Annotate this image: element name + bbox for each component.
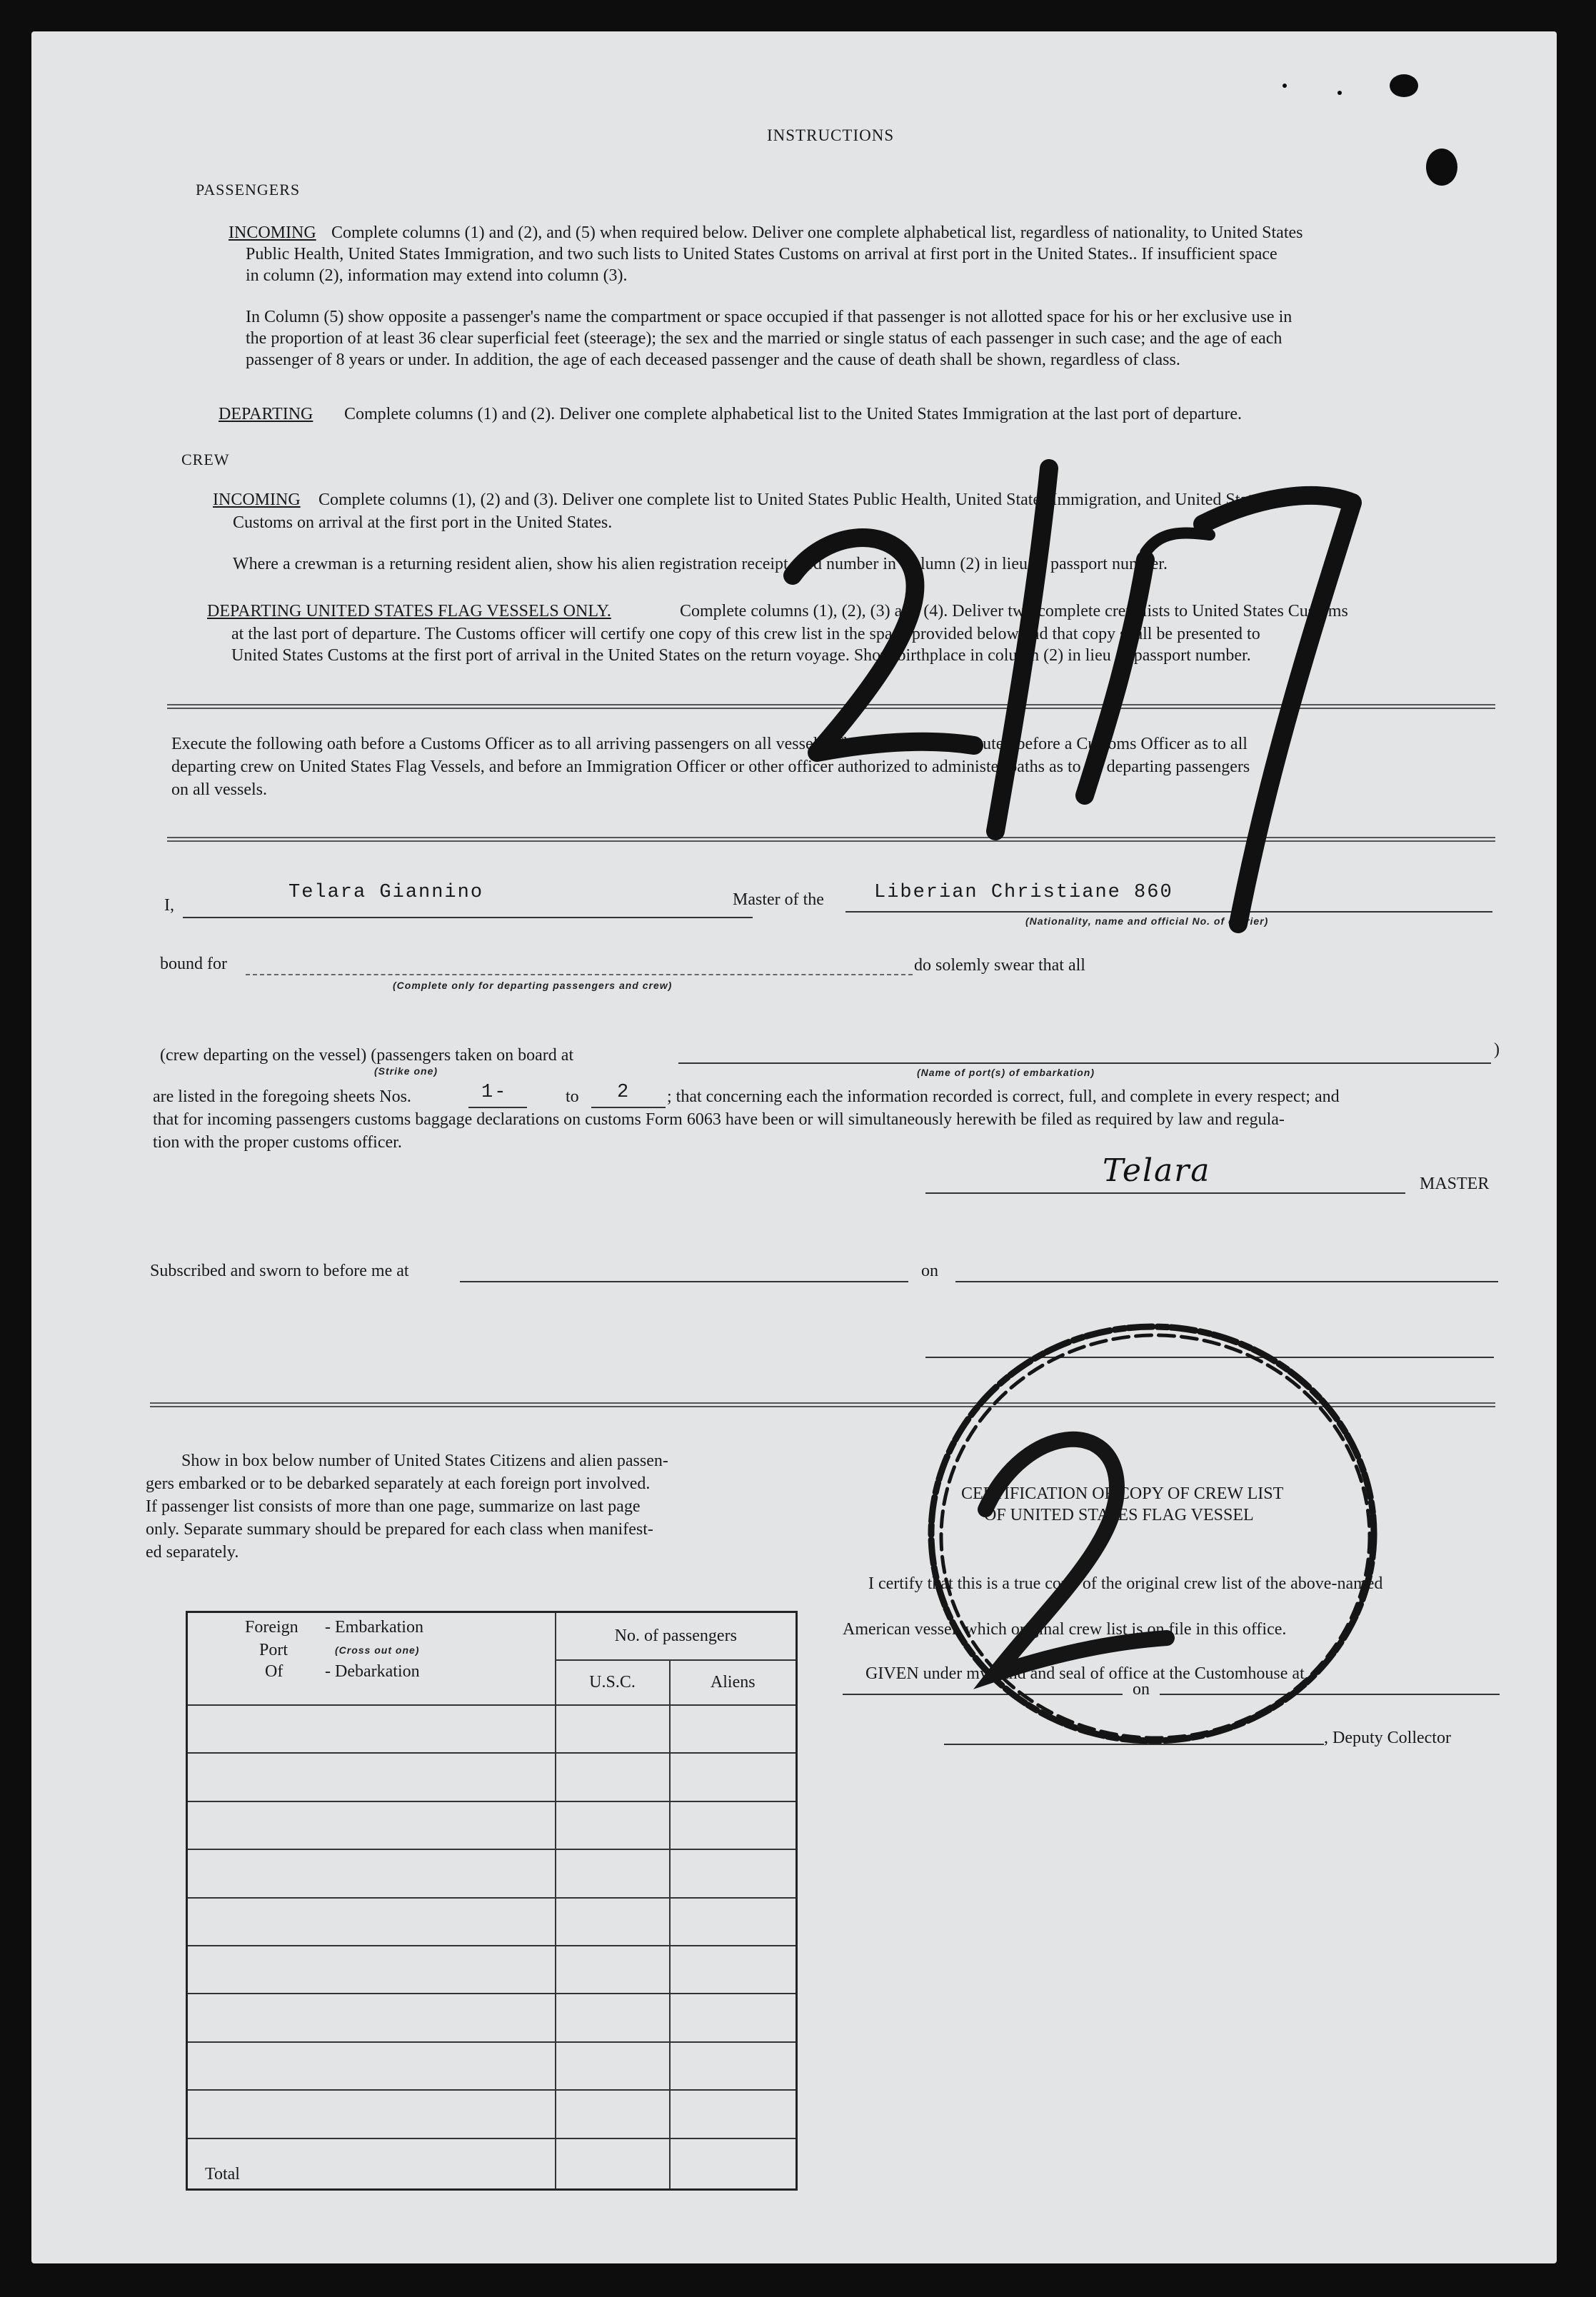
- passengers-incoming-text-1: Complete columns (1) and (2), and (5) when required below. Deliver one complete alphabetical list, regardless of nationality, to United States: [331, 223, 1303, 242]
- handwritten-sheet-number: [793, 468, 1352, 924]
- master-label: MASTER: [1420, 1175, 1490, 1193]
- master-of-label: Master of the: [733, 890, 824, 909]
- circled-number: [931, 1327, 1374, 1741]
- crew-heading: CREW: [181, 451, 230, 468]
- foreign-label: Foreign: [245, 1618, 298, 1637]
- ink-circled-2: [985, 1439, 1167, 1674]
- crew-resident-text: Where a crewman is a returning resident alien, show his alien registration receipt card number in Column (2) in lieu of passport number.: [233, 555, 1168, 573]
- passengers-incoming-text-2: Public Health, United States Immigration, and two such lists to United States Customs on arrival at first port in the United States.. If insufficient space: [246, 245, 1278, 263]
- aliens-header: Aliens: [670, 1660, 797, 1705]
- passengers-departing-text: Complete columns (1) and (2). Deliver one complete alphabetical list to the United States Immigration at the last port of departure.: [344, 405, 1242, 423]
- ink-digit-1: [1085, 560, 1145, 795]
- crew-incoming-label: INCOMING: [213, 491, 301, 509]
- certification-text-1: I certify that this is a true copy of the original crew list of the above-named: [868, 1574, 1383, 1593]
- oath-execute-1: Execute the following oath before a Customs Officer as to all arriving passengers on all vessels. The oath is to be executed before a Customs Officer as to all: [171, 735, 1248, 753]
- crew-departing-text-3: United States Customs at the first port of arrival in the United States on the return voyage. Show birthplace in column (2) in lieu of passport number.: [231, 646, 1251, 665]
- master-name[interactable]: Telara Giannino: [288, 882, 484, 903]
- no-passengers-header: No. of passengers: [556, 1612, 797, 1660]
- column5-text-2: the proportion of at least 36 clear superficial feet (steerage); the sex and the married or single status of each passenger in such case; and the age of each: [246, 329, 1283, 348]
- certification-on-label: on: [1133, 1680, 1150, 1699]
- crew-departing-text-2: at the last port of departure. The Customs officer will certify one copy of this crew list in the space provided below and that copy shall be presented to: [231, 625, 1260, 643]
- sheets-text-3: tion with the proper customs officer.: [153, 1133, 402, 1152]
- crew-incoming-text-1: Complete columns (1), (2) and (3). Deliver one complete list to United States Public Health, United States Immigration, and United States: [318, 491, 1267, 509]
- vessel-name[interactable]: Liberian Christiane 860: [874, 882, 1173, 903]
- page-title: INSTRUCTIONS: [767, 126, 895, 144]
- sheet-from[interactable]: 1-: [481, 1082, 508, 1103]
- ink-slash: [995, 468, 1049, 831]
- master-signature[interactable]: Telara: [1103, 1152, 1211, 1189]
- bound-for-caption: (Complete only for departing passengers and crew): [393, 980, 673, 991]
- summary-instr-3: If passenger list consists of more than one page, summarize on last page: [146, 1497, 641, 1516]
- total-label: Total: [187, 2138, 556, 2190]
- oath-execute-2: departing crew on United States Flag Vessels, and before an Immigration Officer or other officer authorized to administer oaths as to all departing passengers: [171, 758, 1250, 776]
- ports-close-paren: ): [1494, 1040, 1500, 1059]
- crew-departing-text-1: Complete columns (1), (2), (3) and (4). Deliver two complete crew lists to United States Customs: [680, 602, 1348, 620]
- document-sheet: [31, 31, 1557, 2263]
- strike-caption: (Strike one): [374, 1065, 438, 1077]
- swear-label: do solemly swear that all: [914, 956, 1085, 975]
- passengers-departing-label: DEPARTING: [219, 405, 313, 423]
- passengers-incoming-label: INCOMING: [229, 223, 316, 242]
- summary-instr-1: Show in box below number of United States Citizens and alien passen-: [181, 1452, 668, 1470]
- oath-execute-3: on all vessels.: [171, 780, 267, 799]
- usc-header: U.S.C.: [556, 1660, 670, 1705]
- sheets-text-2: that for incoming passengers customs baggage declarations on customs Form 6063 have been or will simultaneously herewith be filed as required by law and regula-: [153, 1110, 1285, 1129]
- crew-departing-label: (crew departing on the vessel) (passengers taken on board at: [160, 1046, 574, 1065]
- certification-text-2: American vessel, which original crew list is on file in this office.: [843, 1620, 1287, 1639]
- ink-blots: [1283, 74, 1457, 186]
- ink-digit-7: [1203, 496, 1352, 924]
- crew-departing-label: DEPARTING UNITED STATES FLAG VESSELS ONLY.: [207, 602, 611, 620]
- oath-i-label: I,: [164, 896, 174, 915]
- crew-incoming-text-2: Customs on arrival at the first port in the United States.: [233, 513, 613, 532]
- summary-instr-2: gers embarked or to be debarked separately at each foreign port involved.: [146, 1474, 651, 1493]
- port-label: Port: [259, 1641, 288, 1659]
- summary-instr-5: ed separately.: [146, 1543, 239, 1562]
- certification-title-2: OF UNITED STATES FLAG VESSEL: [984, 1506, 1254, 1524]
- sheets-to-label: to: [566, 1087, 579, 1106]
- sheets-text-1: ; that concerning each the information recorded is correct, full, and complete in every respect; and: [667, 1087, 1340, 1106]
- column5-text-3: passenger of 8 years or under. In addition, the age of each deceased passenger and the cause of death shall be shown, regardless of class.: [246, 351, 1180, 369]
- handwriting-overlay: [31, 31, 1557, 2263]
- bound-for-label: bound for: [160, 955, 227, 973]
- subscribed-on-label: on: [921, 1262, 938, 1280]
- passengers-incoming-text-3: in column (2), information may extend into column (3).: [246, 266, 628, 285]
- cross-out-caption: (Cross out one): [335, 1644, 420, 1656]
- subscribed-label: Subscribed and sworn to before me at: [150, 1262, 409, 1280]
- passengers-heading: PASSENGERS: [196, 181, 301, 198]
- ink-digit-1-flag: [1145, 533, 1210, 553]
- ink-digit-2: [793, 538, 974, 753]
- sheets-label: are listed in the foregoing sheets Nos.: [153, 1087, 411, 1106]
- vessel-caption: (Nationality, name and official No. of carrier): [1025, 915, 1269, 927]
- column5-text-1: In Column (5) show opposite a passenger's name the compartment or space occupied if that passenger is not allotted space for his or her exclusive use in: [246, 308, 1293, 326]
- summary-instr-4: only. Separate summary should be prepared for each class when manifest-: [146, 1520, 653, 1539]
- deputy-label: , Deputy Collector: [1324, 1729, 1451, 1747]
- ports-caption: (Name of port(s) of embarkation): [917, 1067, 1095, 1078]
- sheet-to[interactable]: 2: [617, 1082, 631, 1103]
- debarkation-label: - Debarkation: [325, 1662, 420, 1681]
- certification-text-3: GIVEN under my hand and seal of office at the Customhouse at: [865, 1664, 1305, 1683]
- of-label: Of: [265, 1662, 283, 1681]
- embarkation-label: - Embarkation: [325, 1618, 423, 1637]
- certification-title-1: CERTIFICATION OF COPY OF CREW LIST: [961, 1484, 1284, 1503]
